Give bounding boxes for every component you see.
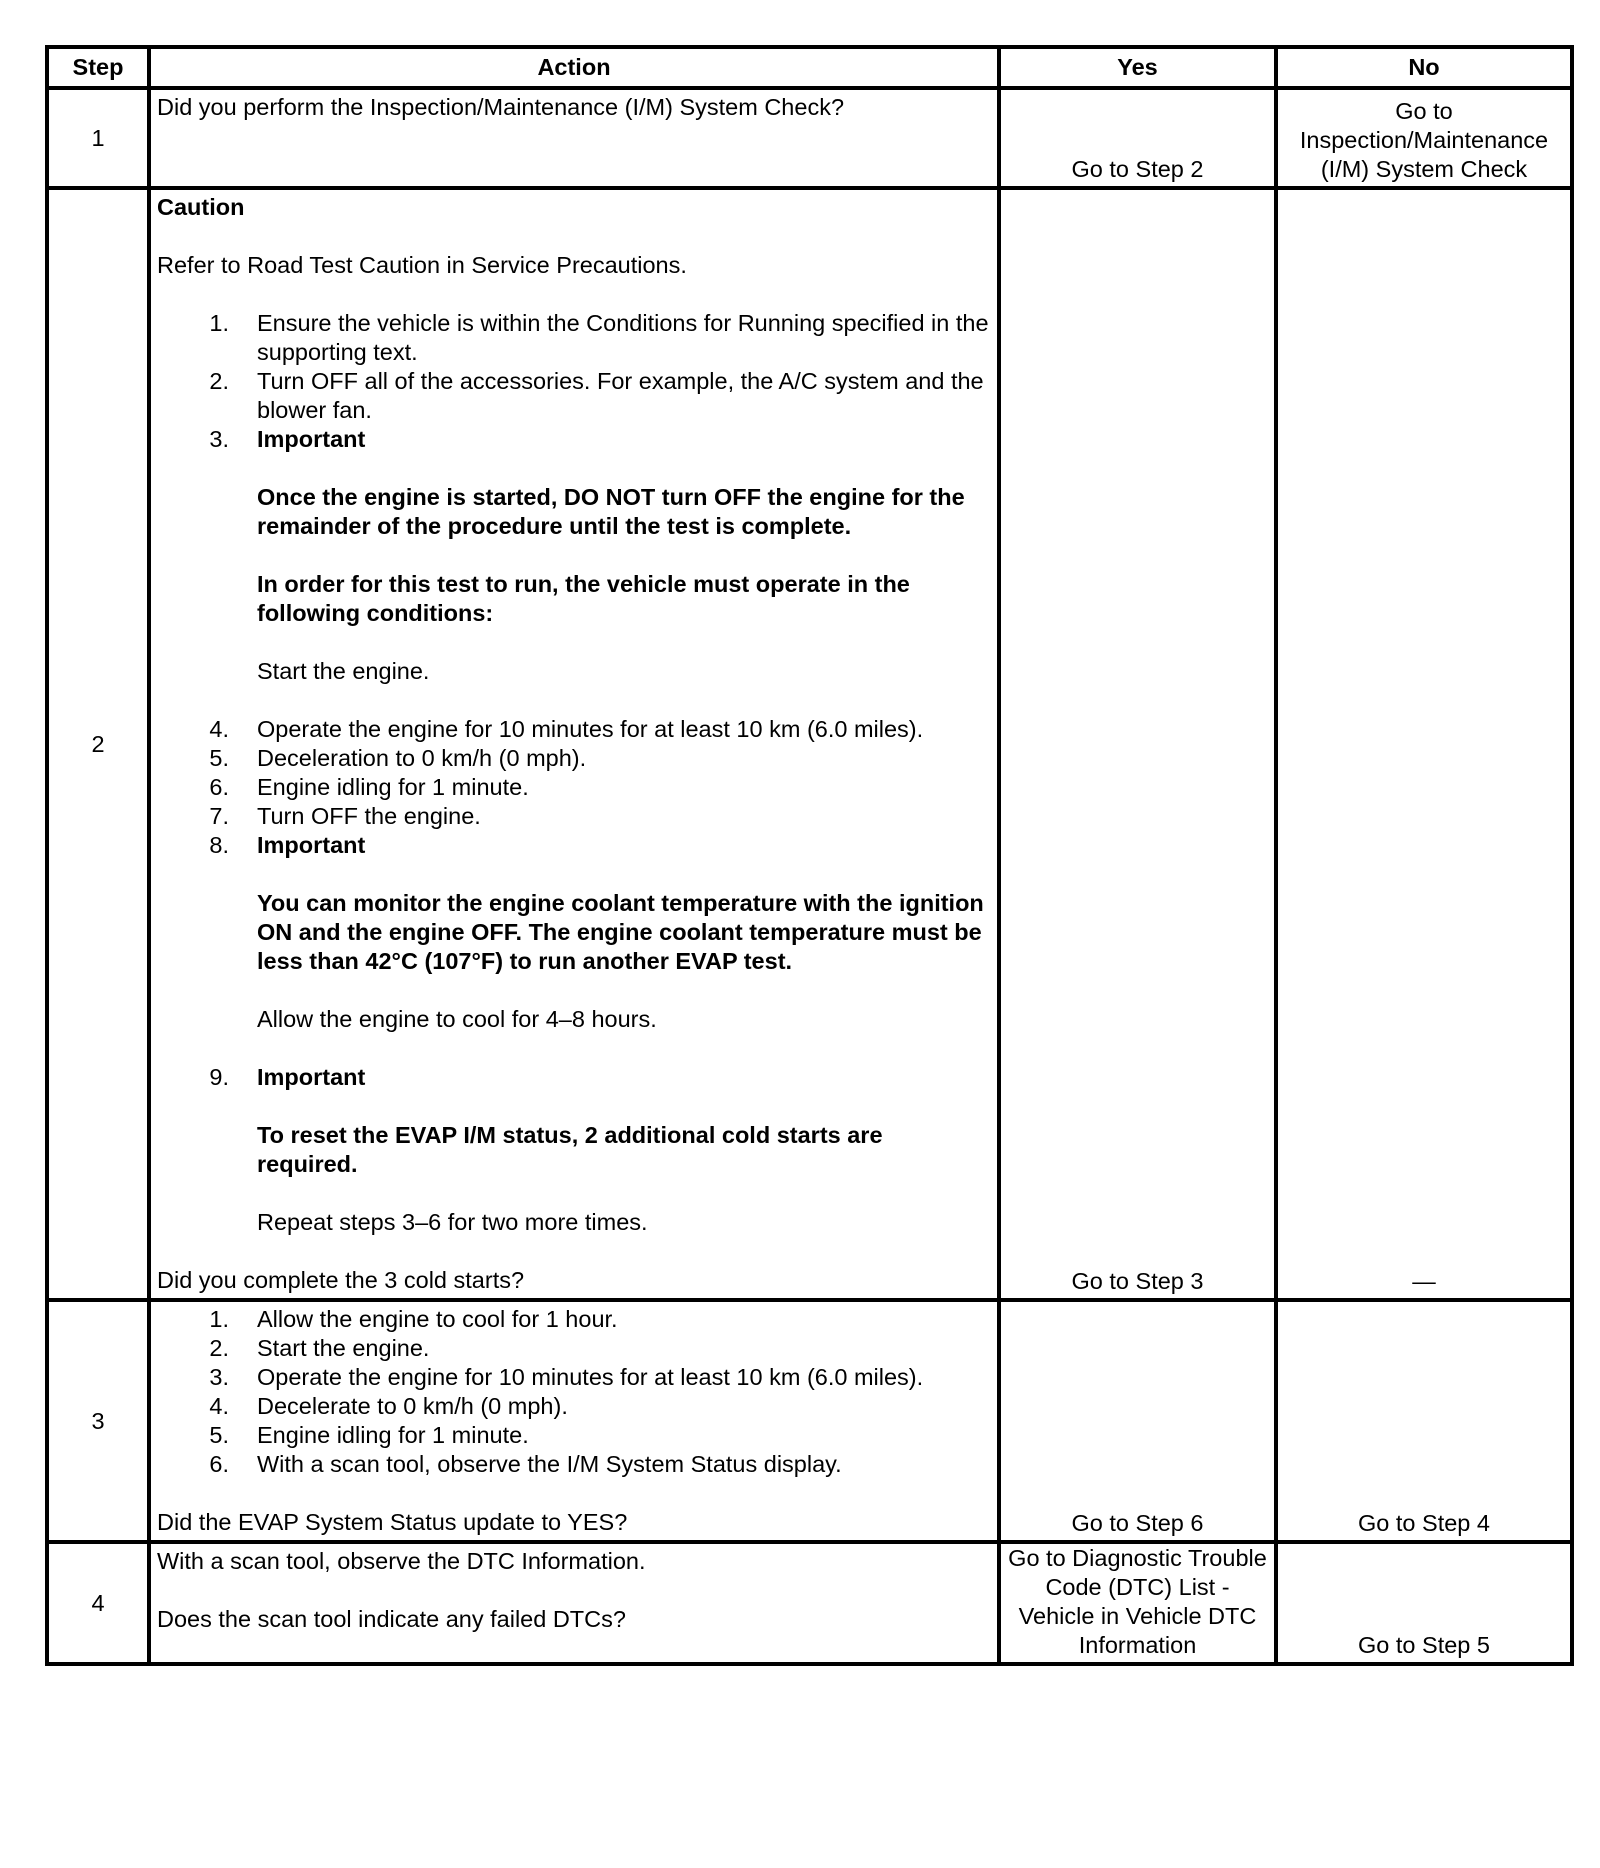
important-note: In order for this test to run, the vehicle must operate in the following conditions: — [257, 571, 910, 626]
header-yes: Yes — [999, 47, 1276, 88]
list-item: 2. Start the engine. — [209, 1335, 430, 1361]
no-result: Go to Inspection/Maintenance (I/M) System Check — [1276, 88, 1572, 188]
list-item: 4. Decelerate to 0 km/h (0 mph). — [209, 1393, 568, 1419]
step-text: Allow the engine to cool for 4–8 hours. — [257, 1006, 657, 1032]
no-result: Go to Step 4 — [1276, 1300, 1572, 1542]
list-item: 3. Operate the engine for 10 minutes for at least 10 km (6.0 miles). — [209, 1364, 924, 1390]
step-text: Start the engine. — [257, 658, 430, 684]
list-item: 4. Operate the engine for 10 minutes for at least 10 km (6.0 miles). — [209, 716, 924, 742]
step-question: Does the scan tool indicate any failed DTCs? — [157, 1606, 626, 1632]
important-note: To reset the EVAP I/M status, 2 additional cold starts are required. — [257, 1122, 883, 1177]
action-cell — [149, 1300, 999, 1542]
important-label: Important — [257, 832, 366, 858]
step-question: Did you complete the 3 cold starts? — [157, 1267, 525, 1293]
list-item: 5. Deceleration to 0 km/h (0 mph). — [209, 745, 587, 771]
list-item: 3. Important Once the engine is started, DO NOT turn OFF the engine for the remainder of the procedure until the test is complete. In order for this test to run, the vehicle must operate in the following conditions: Start the engine. — [157, 425, 989, 715]
step-number: 1 — [47, 88, 149, 188]
yes-result: Go to Step 3 — [999, 188, 1276, 1300]
yes-result: Go to Diagnostic Trouble Code (DTC) List - Vehicle in Vehicle DTC Information — [999, 1542, 1276, 1664]
step-number: 3 — [47, 1300, 149, 1542]
list-item: 6. Engine idling for 1 minute. — [209, 774, 529, 800]
list-item: 5. Engine idling for 1 minute. — [209, 1422, 529, 1448]
action-cell — [149, 1542, 999, 1664]
step-instruction: With a scan tool, observe the DTC Information. — [157, 1548, 646, 1574]
yes-result: Go to Step 6 — [999, 1300, 1276, 1542]
table-row-step-4 — [47, 1542, 1572, 1664]
step-text: Repeat steps 3–6 for two more times. — [257, 1209, 648, 1235]
step-question: Did the EVAP System Status update to YES? — [157, 1509, 628, 1535]
header-row — [47, 47, 1572, 88]
important-label: Important — [257, 1064, 366, 1090]
procedure-list — [157, 1305, 989, 1479]
header-step: Step — [47, 47, 149, 88]
no-result: — — [1276, 188, 1572, 1300]
important-note: Once the engine is started, DO NOT turn OFF the engine for the remainder of the procedure until the test is complete. — [257, 484, 965, 539]
important-note: You can monitor the engine coolant temperature with the ignition ON and the engine OFF. The engine coolant temperature must be less than 42°C (107°F) to run another EVAP test. — [257, 890, 984, 974]
list-item: 1. Ensure the vehicle is within the Conditions for Running specified in the supporting text. — [209, 310, 989, 365]
table-row-step-2 — [47, 188, 1572, 1300]
table-row-step-1 — [47, 88, 1572, 188]
yes-result: Go to Step 2 — [999, 88, 1276, 188]
step-number: 4 — [47, 1542, 149, 1664]
header-action: Action — [149, 47, 999, 88]
list-item: 6. With a scan tool, observe the I/M System Status display. — [209, 1451, 842, 1477]
action-cell — [149, 88, 999, 188]
action-cell — [149, 188, 999, 1300]
caution-text: Refer to Road Test Caution in Service Precautions. — [157, 252, 687, 278]
list-item: 9. Important To reset the EVAP I/M status, 2 additional cold starts are required. Repeat steps 3–6 for two more times. — [157, 1063, 989, 1266]
list-item: 1. Allow the engine to cool for 1 hour. — [209, 1306, 618, 1332]
caution-title: Caution — [157, 194, 245, 220]
list-item: 8. Important You can monitor the engine coolant temperature with the ignition ON and the engine OFF. The engine coolant temperature must be less than 42°C (107°F) to run another EVAP test. Allow the engine to cool for 4–8 hours. — [157, 831, 989, 1063]
header-no: No — [1276, 47, 1572, 88]
list-item: 2. Turn OFF all of the accessories. For example, the A/C system and the blower fan. — [209, 368, 984, 423]
no-result: Go to Step 5 — [1276, 1542, 1572, 1664]
table-row-step-3 — [47, 1300, 1572, 1542]
important-label: Important — [257, 426, 366, 452]
step-question: Did you perform the Inspection/Maintenance (I/M) System Check? — [157, 94, 845, 120]
diagnostic-table — [45, 45, 1574, 1666]
step-number: 2 — [47, 188, 149, 1300]
list-item: 7. Turn OFF the engine. — [209, 803, 481, 829]
procedure-list — [157, 309, 989, 1266]
